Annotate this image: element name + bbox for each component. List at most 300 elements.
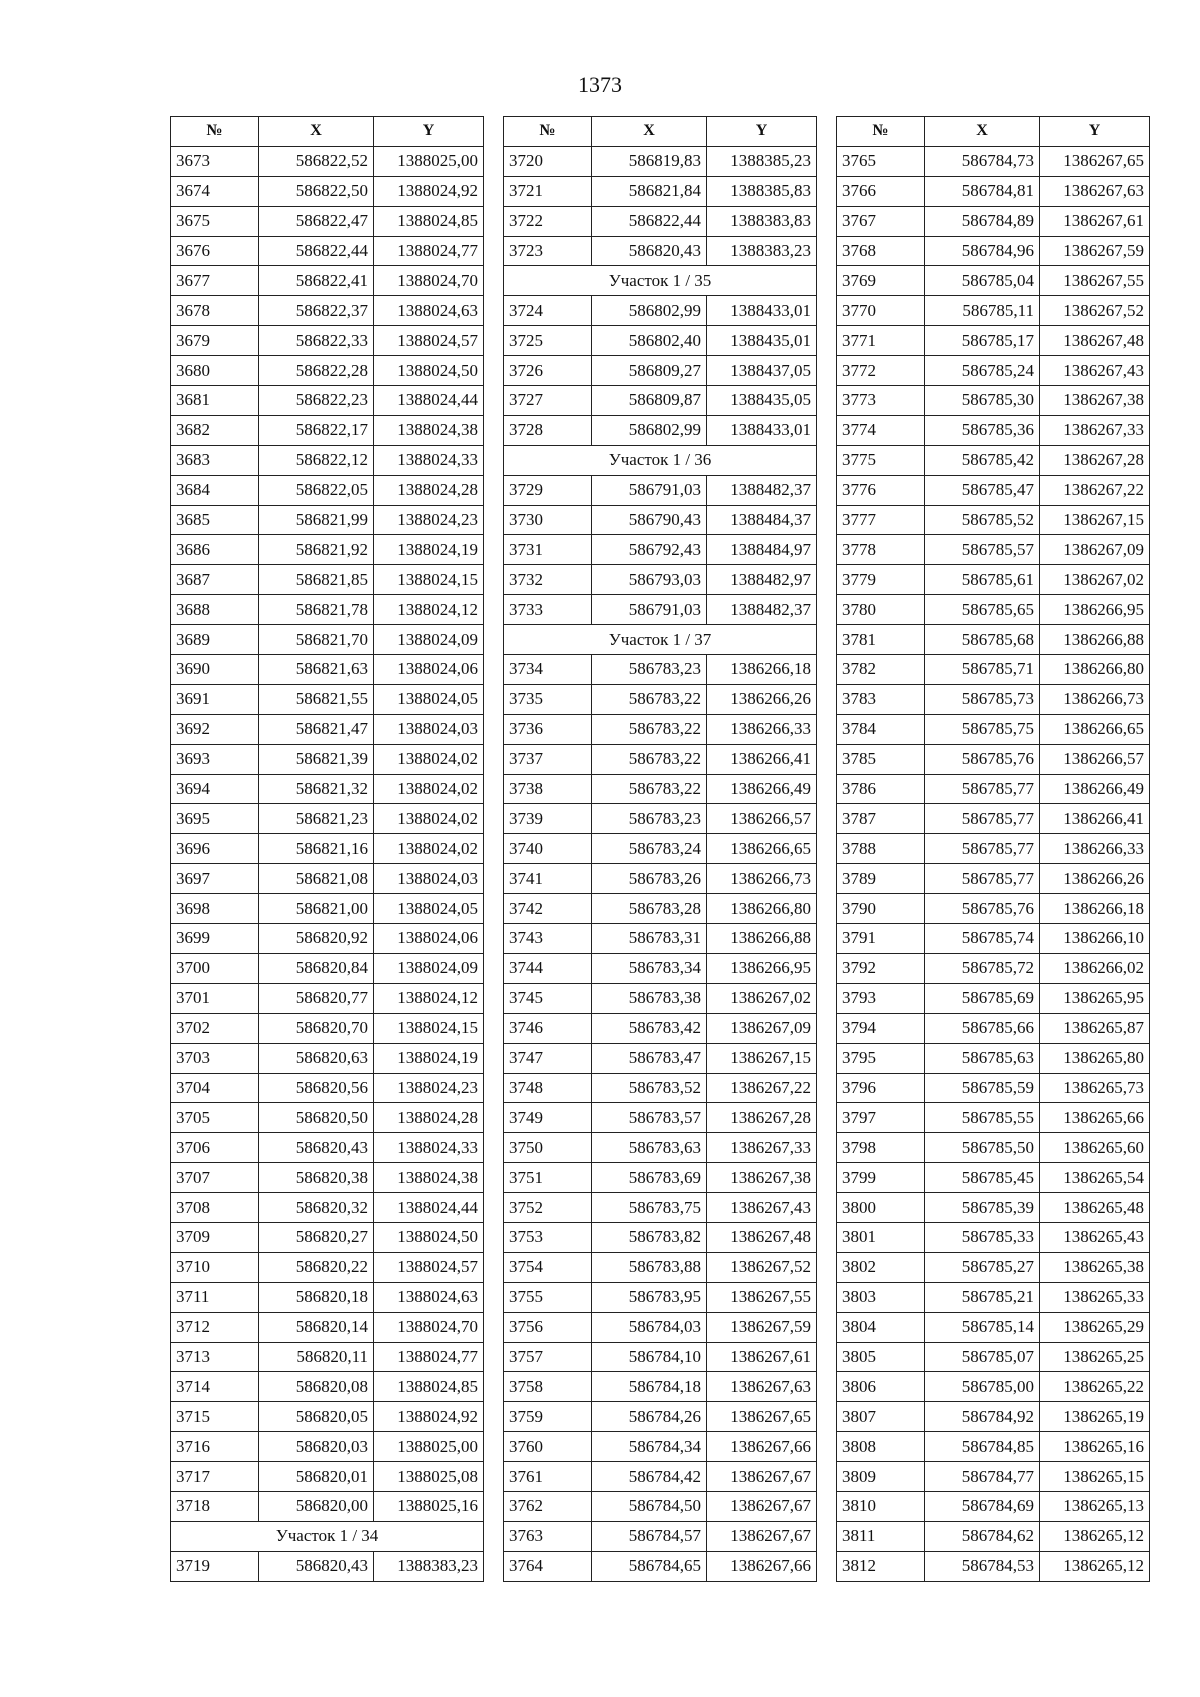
table-row bbox=[504, 176, 817, 206]
table-row bbox=[504, 834, 817, 864]
table-row bbox=[837, 804, 1150, 834]
y-coordinate-cell: 1386267,59 bbox=[707, 1312, 817, 1342]
point-number-cell: 3756 bbox=[504, 1312, 592, 1342]
y-coordinate-cell: 1386265,19 bbox=[1040, 1402, 1150, 1432]
table-row bbox=[504, 1372, 817, 1402]
y-coordinate-cell: 1386265,29 bbox=[1040, 1312, 1150, 1342]
table-row bbox=[171, 1252, 484, 1282]
y-coordinate-cell: 1386265,22 bbox=[1040, 1372, 1150, 1402]
section-title: Участок 1 / 36 bbox=[504, 445, 817, 475]
point-number-cell: 3682 bbox=[171, 415, 259, 445]
table-row bbox=[504, 1551, 817, 1581]
point-number-cell: 3676 bbox=[171, 236, 259, 266]
table-row bbox=[837, 236, 1150, 266]
y-coordinate-cell: 1388024,03 bbox=[374, 714, 484, 744]
point-number-cell: 3755 bbox=[504, 1282, 592, 1312]
y-coordinate-cell: 1386265,73 bbox=[1040, 1073, 1150, 1103]
coordinates-table-1 bbox=[170, 116, 484, 1582]
table-row bbox=[837, 1133, 1150, 1163]
x-coordinate-cell: 586820,14 bbox=[259, 1312, 374, 1342]
point-number-cell: 3675 bbox=[171, 206, 259, 236]
point-number-cell: 3717 bbox=[171, 1462, 259, 1492]
table-row bbox=[171, 1103, 484, 1133]
table-row bbox=[171, 415, 484, 445]
y-coordinate-cell: 1386267,52 bbox=[1040, 296, 1150, 326]
x-coordinate-cell: 586785,72 bbox=[925, 953, 1040, 983]
point-number-cell: 3762 bbox=[504, 1491, 592, 1521]
y-coordinate-cell: 1388024,15 bbox=[374, 1013, 484, 1043]
table-row bbox=[171, 1043, 484, 1073]
y-coordinate-cell: 1386265,60 bbox=[1040, 1133, 1150, 1163]
x-coordinate-cell: 586822,17 bbox=[259, 415, 374, 445]
y-coordinate-cell: 1388435,05 bbox=[707, 386, 817, 416]
y-coordinate-cell: 1386265,43 bbox=[1040, 1222, 1150, 1252]
x-coordinate-cell: 586783,42 bbox=[592, 1013, 707, 1043]
point-number-cell: 3680 bbox=[171, 356, 259, 386]
x-coordinate-cell: 586809,27 bbox=[592, 356, 707, 386]
x-coordinate-cell: 586820,03 bbox=[259, 1432, 374, 1462]
x-coordinate-cell: 586783,95 bbox=[592, 1282, 707, 1312]
header-number: № bbox=[504, 117, 592, 147]
point-number-cell: 3789 bbox=[837, 864, 925, 894]
point-number-cell: 3711 bbox=[171, 1282, 259, 1312]
point-number-cell: 3739 bbox=[504, 804, 592, 834]
table-header-row bbox=[837, 117, 1150, 147]
table-row bbox=[837, 834, 1150, 864]
y-coordinate-cell: 1386266,73 bbox=[707, 864, 817, 894]
point-number-cell: 3695 bbox=[171, 804, 259, 834]
x-coordinate-cell: 586820,38 bbox=[259, 1163, 374, 1193]
y-coordinate-cell: 1388433,01 bbox=[707, 296, 817, 326]
x-coordinate-cell: 586785,36 bbox=[925, 415, 1040, 445]
point-number-cell: 3761 bbox=[504, 1462, 592, 1492]
table-row bbox=[504, 356, 817, 386]
section-row bbox=[504, 445, 817, 475]
y-coordinate-cell: 1388484,37 bbox=[707, 505, 817, 535]
table-row bbox=[171, 1491, 484, 1521]
point-number-cell: 3799 bbox=[837, 1163, 925, 1193]
x-coordinate-cell: 586785,21 bbox=[925, 1282, 1040, 1312]
table-row bbox=[171, 565, 484, 595]
x-coordinate-cell: 586785,66 bbox=[925, 1013, 1040, 1043]
y-coordinate-cell: 1386267,22 bbox=[707, 1073, 817, 1103]
x-coordinate-cell: 586784,92 bbox=[925, 1402, 1040, 1432]
x-coordinate-cell: 586785,47 bbox=[925, 475, 1040, 505]
table-row bbox=[171, 983, 484, 1013]
table-row bbox=[171, 774, 484, 804]
table-row bbox=[171, 894, 484, 924]
point-number-cell: 3784 bbox=[837, 714, 925, 744]
table-row bbox=[171, 655, 484, 685]
x-coordinate-cell: 586783,26 bbox=[592, 864, 707, 894]
x-coordinate-cell: 586821,85 bbox=[259, 565, 374, 595]
table-row bbox=[504, 1103, 817, 1133]
x-coordinate-cell: 586820,11 bbox=[259, 1342, 374, 1372]
x-coordinate-cell: 586784,53 bbox=[925, 1551, 1040, 1581]
point-number-cell: 3729 bbox=[504, 475, 592, 505]
point-number-cell: 3752 bbox=[504, 1193, 592, 1223]
point-number-cell: 3712 bbox=[171, 1312, 259, 1342]
y-coordinate-cell: 1388437,05 bbox=[707, 356, 817, 386]
x-coordinate-cell: 586821,55 bbox=[259, 684, 374, 714]
x-coordinate-cell: 586785,14 bbox=[925, 1312, 1040, 1342]
y-coordinate-cell: 1386266,41 bbox=[1040, 804, 1150, 834]
coordinates-table-3 bbox=[836, 116, 1150, 1582]
table-row bbox=[837, 1222, 1150, 1252]
table-header-row bbox=[171, 117, 484, 147]
point-number-cell: 3677 bbox=[171, 266, 259, 296]
point-number-cell: 3766 bbox=[837, 176, 925, 206]
point-number-cell: 3747 bbox=[504, 1043, 592, 1073]
x-coordinate-cell: 586785,42 bbox=[925, 445, 1040, 475]
point-number-cell: 3770 bbox=[837, 296, 925, 326]
table-row bbox=[837, 625, 1150, 655]
x-coordinate-cell: 586783,31 bbox=[592, 924, 707, 954]
x-coordinate-cell: 586784,10 bbox=[592, 1342, 707, 1372]
point-number-cell: 3782 bbox=[837, 655, 925, 685]
y-coordinate-cell: 1388383,23 bbox=[707, 236, 817, 266]
y-coordinate-cell: 1388024,19 bbox=[374, 1043, 484, 1073]
x-coordinate-cell: 586784,77 bbox=[925, 1462, 1040, 1492]
y-coordinate-cell: 1386267,15 bbox=[707, 1043, 817, 1073]
y-coordinate-cell: 1386265,66 bbox=[1040, 1103, 1150, 1133]
table-row bbox=[837, 894, 1150, 924]
x-coordinate-cell: 586822,33 bbox=[259, 326, 374, 356]
point-number-cell: 3796 bbox=[837, 1073, 925, 1103]
table-row bbox=[171, 1372, 484, 1402]
table-row bbox=[171, 1193, 484, 1223]
coordinates-table-2 bbox=[503, 116, 817, 1582]
table-row bbox=[837, 206, 1150, 236]
y-coordinate-cell: 1386267,48 bbox=[707, 1222, 817, 1252]
table-row bbox=[171, 1342, 484, 1372]
x-coordinate-cell: 586793,03 bbox=[592, 565, 707, 595]
x-coordinate-cell: 586785,11 bbox=[925, 296, 1040, 326]
x-coordinate-cell: 586784,65 bbox=[592, 1551, 707, 1581]
y-coordinate-cell: 1388024,38 bbox=[374, 415, 484, 445]
x-coordinate-cell: 586785,27 bbox=[925, 1252, 1040, 1282]
x-coordinate-cell: 586783,22 bbox=[592, 714, 707, 744]
y-coordinate-cell: 1388025,00 bbox=[374, 1432, 484, 1462]
point-number-cell: 3673 bbox=[171, 146, 259, 176]
table-row bbox=[504, 744, 817, 774]
point-number-cell: 3764 bbox=[504, 1551, 592, 1581]
x-coordinate-cell: 586785,59 bbox=[925, 1073, 1040, 1103]
point-number-cell: 3696 bbox=[171, 834, 259, 864]
table-row bbox=[171, 1163, 484, 1193]
y-coordinate-cell: 1388482,37 bbox=[707, 595, 817, 625]
y-coordinate-cell: 1386265,12 bbox=[1040, 1551, 1150, 1581]
point-number-cell: 3801 bbox=[837, 1222, 925, 1252]
header-x: X bbox=[592, 117, 707, 147]
y-coordinate-cell: 1386266,73 bbox=[1040, 684, 1150, 714]
x-coordinate-cell: 586783,23 bbox=[592, 804, 707, 834]
x-coordinate-cell: 586821,00 bbox=[259, 894, 374, 924]
point-number-cell: 3751 bbox=[504, 1163, 592, 1193]
table-row bbox=[504, 655, 817, 685]
x-coordinate-cell: 586821,16 bbox=[259, 834, 374, 864]
point-number-cell: 3811 bbox=[837, 1521, 925, 1551]
y-coordinate-cell: 1388024,57 bbox=[374, 1252, 484, 1282]
point-number-cell: 3723 bbox=[504, 236, 592, 266]
table-row bbox=[837, 1013, 1150, 1043]
y-coordinate-cell: 1388024,85 bbox=[374, 206, 484, 236]
point-number-cell: 3688 bbox=[171, 595, 259, 625]
x-coordinate-cell: 586785,76 bbox=[925, 894, 1040, 924]
y-coordinate-cell: 1386265,16 bbox=[1040, 1432, 1150, 1462]
y-coordinate-cell: 1388024,38 bbox=[374, 1163, 484, 1193]
point-number-cell: 3736 bbox=[504, 714, 592, 744]
point-number-cell: 3690 bbox=[171, 655, 259, 685]
point-number-cell: 3806 bbox=[837, 1372, 925, 1402]
y-coordinate-cell: 1388024,70 bbox=[374, 266, 484, 296]
y-coordinate-cell: 1386267,63 bbox=[1040, 176, 1150, 206]
x-coordinate-cell: 586791,03 bbox=[592, 595, 707, 625]
y-coordinate-cell: 1388024,09 bbox=[374, 625, 484, 655]
y-coordinate-cell: 1386266,95 bbox=[1040, 595, 1150, 625]
point-number-cell: 3777 bbox=[837, 505, 925, 535]
table-row bbox=[837, 595, 1150, 625]
table-row bbox=[504, 1402, 817, 1432]
point-number-cell: 3767 bbox=[837, 206, 925, 236]
x-coordinate-cell: 586785,63 bbox=[925, 1043, 1040, 1073]
table-row bbox=[504, 1193, 817, 1223]
point-number-cell: 3760 bbox=[504, 1432, 592, 1462]
table-row bbox=[171, 1551, 484, 1581]
point-number-cell: 3754 bbox=[504, 1252, 592, 1282]
y-coordinate-cell: 1388024,28 bbox=[374, 475, 484, 505]
table-row bbox=[171, 1133, 484, 1163]
header-y: Y bbox=[707, 117, 817, 147]
y-coordinate-cell: 1388024,09 bbox=[374, 953, 484, 983]
point-number-cell: 3737 bbox=[504, 744, 592, 774]
point-number-cell: 3687 bbox=[171, 565, 259, 595]
y-coordinate-cell: 1386267,61 bbox=[707, 1342, 817, 1372]
table-row bbox=[171, 834, 484, 864]
header-x: X bbox=[925, 117, 1040, 147]
table-row bbox=[171, 864, 484, 894]
x-coordinate-cell: 586822,44 bbox=[259, 236, 374, 266]
x-coordinate-cell: 586783,24 bbox=[592, 834, 707, 864]
point-number-cell: 3686 bbox=[171, 535, 259, 565]
y-coordinate-cell: 1388024,50 bbox=[374, 1222, 484, 1252]
point-number-cell: 3678 bbox=[171, 296, 259, 326]
table-row bbox=[171, 625, 484, 655]
point-number-cell: 3741 bbox=[504, 864, 592, 894]
y-coordinate-cell: 1386266,88 bbox=[707, 924, 817, 954]
table-row bbox=[171, 804, 484, 834]
table-row bbox=[504, 774, 817, 804]
table-row bbox=[837, 953, 1150, 983]
point-number-cell: 3797 bbox=[837, 1103, 925, 1133]
x-coordinate-cell: 586820,70 bbox=[259, 1013, 374, 1043]
y-coordinate-cell: 1386266,18 bbox=[1040, 894, 1150, 924]
x-coordinate-cell: 586783,57 bbox=[592, 1103, 707, 1133]
section-row bbox=[504, 625, 817, 655]
y-coordinate-cell: 1386266,49 bbox=[1040, 774, 1150, 804]
x-coordinate-cell: 586820,92 bbox=[259, 924, 374, 954]
point-number-cell: 3776 bbox=[837, 475, 925, 505]
y-coordinate-cell: 1386266,49 bbox=[707, 774, 817, 804]
x-coordinate-cell: 586820,63 bbox=[259, 1043, 374, 1073]
x-coordinate-cell: 586783,69 bbox=[592, 1163, 707, 1193]
table-row bbox=[171, 595, 484, 625]
table-row bbox=[837, 1252, 1150, 1282]
table-row bbox=[837, 1163, 1150, 1193]
table-row bbox=[837, 924, 1150, 954]
point-number-cell: 3785 bbox=[837, 744, 925, 774]
x-coordinate-cell: 586784,50 bbox=[592, 1491, 707, 1521]
x-coordinate-cell: 586784,57 bbox=[592, 1521, 707, 1551]
point-number-cell: 3728 bbox=[504, 415, 592, 445]
y-coordinate-cell: 1388484,97 bbox=[707, 535, 817, 565]
table-row bbox=[837, 1462, 1150, 1492]
y-coordinate-cell: 1388024,02 bbox=[374, 774, 484, 804]
point-number-cell: 3674 bbox=[171, 176, 259, 206]
y-coordinate-cell: 1388433,01 bbox=[707, 415, 817, 445]
y-coordinate-cell: 1388024,33 bbox=[374, 445, 484, 475]
y-coordinate-cell: 1386266,26 bbox=[707, 684, 817, 714]
point-number-cell: 3780 bbox=[837, 595, 925, 625]
point-number-cell: 3732 bbox=[504, 565, 592, 595]
x-coordinate-cell: 586821,47 bbox=[259, 714, 374, 744]
table-row bbox=[171, 953, 484, 983]
table-row bbox=[837, 1193, 1150, 1223]
x-coordinate-cell: 586822,37 bbox=[259, 296, 374, 326]
y-coordinate-cell: 1388024,77 bbox=[374, 1342, 484, 1372]
y-coordinate-cell: 1388383,83 bbox=[707, 206, 817, 236]
point-number-cell: 3786 bbox=[837, 774, 925, 804]
y-coordinate-cell: 1388024,57 bbox=[374, 326, 484, 356]
point-number-cell: 3724 bbox=[504, 296, 592, 326]
x-coordinate-cell: 586820,32 bbox=[259, 1193, 374, 1223]
point-number-cell: 3772 bbox=[837, 356, 925, 386]
x-coordinate-cell: 586784,62 bbox=[925, 1521, 1040, 1551]
table-row bbox=[504, 595, 817, 625]
point-number-cell: 3713 bbox=[171, 1342, 259, 1372]
point-number-cell: 3757 bbox=[504, 1342, 592, 1372]
x-coordinate-cell: 586784,03 bbox=[592, 1312, 707, 1342]
point-number-cell: 3803 bbox=[837, 1282, 925, 1312]
y-coordinate-cell: 1386267,67 bbox=[707, 1462, 817, 1492]
point-number-cell: 3778 bbox=[837, 535, 925, 565]
x-coordinate-cell: 586785,57 bbox=[925, 535, 1040, 565]
table-row bbox=[171, 1282, 484, 1312]
table-row bbox=[837, 864, 1150, 894]
table-row bbox=[171, 684, 484, 714]
y-coordinate-cell: 1388024,12 bbox=[374, 595, 484, 625]
point-number-cell: 3683 bbox=[171, 445, 259, 475]
table-row bbox=[837, 1551, 1150, 1581]
y-coordinate-cell: 1388024,33 bbox=[374, 1133, 484, 1163]
table-row bbox=[171, 176, 484, 206]
y-coordinate-cell: 1386265,38 bbox=[1040, 1252, 1150, 1282]
x-coordinate-cell: 586821,63 bbox=[259, 655, 374, 685]
point-number-cell: 3808 bbox=[837, 1432, 925, 1462]
point-number-cell: 3702 bbox=[171, 1013, 259, 1043]
table-row bbox=[837, 744, 1150, 774]
y-coordinate-cell: 1386267,55 bbox=[1040, 266, 1150, 296]
table-row bbox=[504, 983, 817, 1013]
x-coordinate-cell: 586802,99 bbox=[592, 415, 707, 445]
point-number-cell: 3715 bbox=[171, 1402, 259, 1432]
x-coordinate-cell: 586785,45 bbox=[925, 1163, 1040, 1193]
y-coordinate-cell: 1388024,85 bbox=[374, 1372, 484, 1402]
point-number-cell: 3679 bbox=[171, 326, 259, 356]
table-row bbox=[504, 1282, 817, 1312]
table-row bbox=[837, 475, 1150, 505]
point-number-cell: 3718 bbox=[171, 1491, 259, 1521]
point-number-cell: 3731 bbox=[504, 535, 592, 565]
x-coordinate-cell: 586784,69 bbox=[925, 1491, 1040, 1521]
point-number-cell: 3743 bbox=[504, 924, 592, 954]
table-row bbox=[171, 326, 484, 356]
x-coordinate-cell: 586784,42 bbox=[592, 1462, 707, 1492]
y-coordinate-cell: 1388385,83 bbox=[707, 176, 817, 206]
y-coordinate-cell: 1386266,80 bbox=[707, 894, 817, 924]
x-coordinate-cell: 586821,70 bbox=[259, 625, 374, 655]
y-coordinate-cell: 1388024,63 bbox=[374, 1282, 484, 1312]
y-coordinate-cell: 1386266,18 bbox=[707, 655, 817, 685]
x-coordinate-cell: 586785,77 bbox=[925, 864, 1040, 894]
y-coordinate-cell: 1388024,44 bbox=[374, 386, 484, 416]
table-row bbox=[837, 326, 1150, 356]
point-number-cell: 3800 bbox=[837, 1193, 925, 1223]
y-coordinate-cell: 1386266,57 bbox=[707, 804, 817, 834]
y-coordinate-cell: 1386267,52 bbox=[707, 1252, 817, 1282]
section-title: Участок 1 / 35 bbox=[504, 266, 817, 296]
y-coordinate-cell: 1386266,88 bbox=[1040, 625, 1150, 655]
point-number-cell: 3727 bbox=[504, 386, 592, 416]
x-coordinate-cell: 586783,34 bbox=[592, 953, 707, 983]
y-coordinate-cell: 1386265,33 bbox=[1040, 1282, 1150, 1312]
point-number-cell: 3709 bbox=[171, 1222, 259, 1252]
y-coordinate-cell: 1388024,77 bbox=[374, 236, 484, 266]
table-row bbox=[837, 565, 1150, 595]
table-row bbox=[504, 894, 817, 924]
point-number-cell: 3758 bbox=[504, 1372, 592, 1402]
table-row bbox=[504, 804, 817, 834]
y-coordinate-cell: 1386265,80 bbox=[1040, 1043, 1150, 1073]
y-coordinate-cell: 1386265,25 bbox=[1040, 1342, 1150, 1372]
y-coordinate-cell: 1388024,12 bbox=[374, 983, 484, 1013]
y-coordinate-cell: 1386267,22 bbox=[1040, 475, 1150, 505]
table-row bbox=[837, 983, 1150, 1013]
table-row bbox=[837, 1073, 1150, 1103]
x-coordinate-cell: 586783,28 bbox=[592, 894, 707, 924]
y-coordinate-cell: 1388024,05 bbox=[374, 684, 484, 714]
y-coordinate-cell: 1388025,16 bbox=[374, 1491, 484, 1521]
y-coordinate-cell: 1388024,28 bbox=[374, 1103, 484, 1133]
point-number-cell: 3769 bbox=[837, 266, 925, 296]
table-row bbox=[504, 1013, 817, 1043]
point-number-cell: 3719 bbox=[171, 1551, 259, 1581]
table-row bbox=[504, 326, 817, 356]
y-coordinate-cell: 1386267,33 bbox=[707, 1133, 817, 1163]
table-row bbox=[504, 1462, 817, 1492]
y-coordinate-cell: 1388025,00 bbox=[374, 146, 484, 176]
y-coordinate-cell: 1388024,63 bbox=[374, 296, 484, 326]
table-header-row bbox=[504, 117, 817, 147]
point-number-cell: 3704 bbox=[171, 1073, 259, 1103]
x-coordinate-cell: 586821,78 bbox=[259, 595, 374, 625]
header-number: № bbox=[171, 117, 259, 147]
x-coordinate-cell: 586783,52 bbox=[592, 1073, 707, 1103]
point-number-cell: 3716 bbox=[171, 1432, 259, 1462]
table-row bbox=[504, 236, 817, 266]
y-coordinate-cell: 1388024,15 bbox=[374, 565, 484, 595]
y-coordinate-cell: 1388024,19 bbox=[374, 535, 484, 565]
